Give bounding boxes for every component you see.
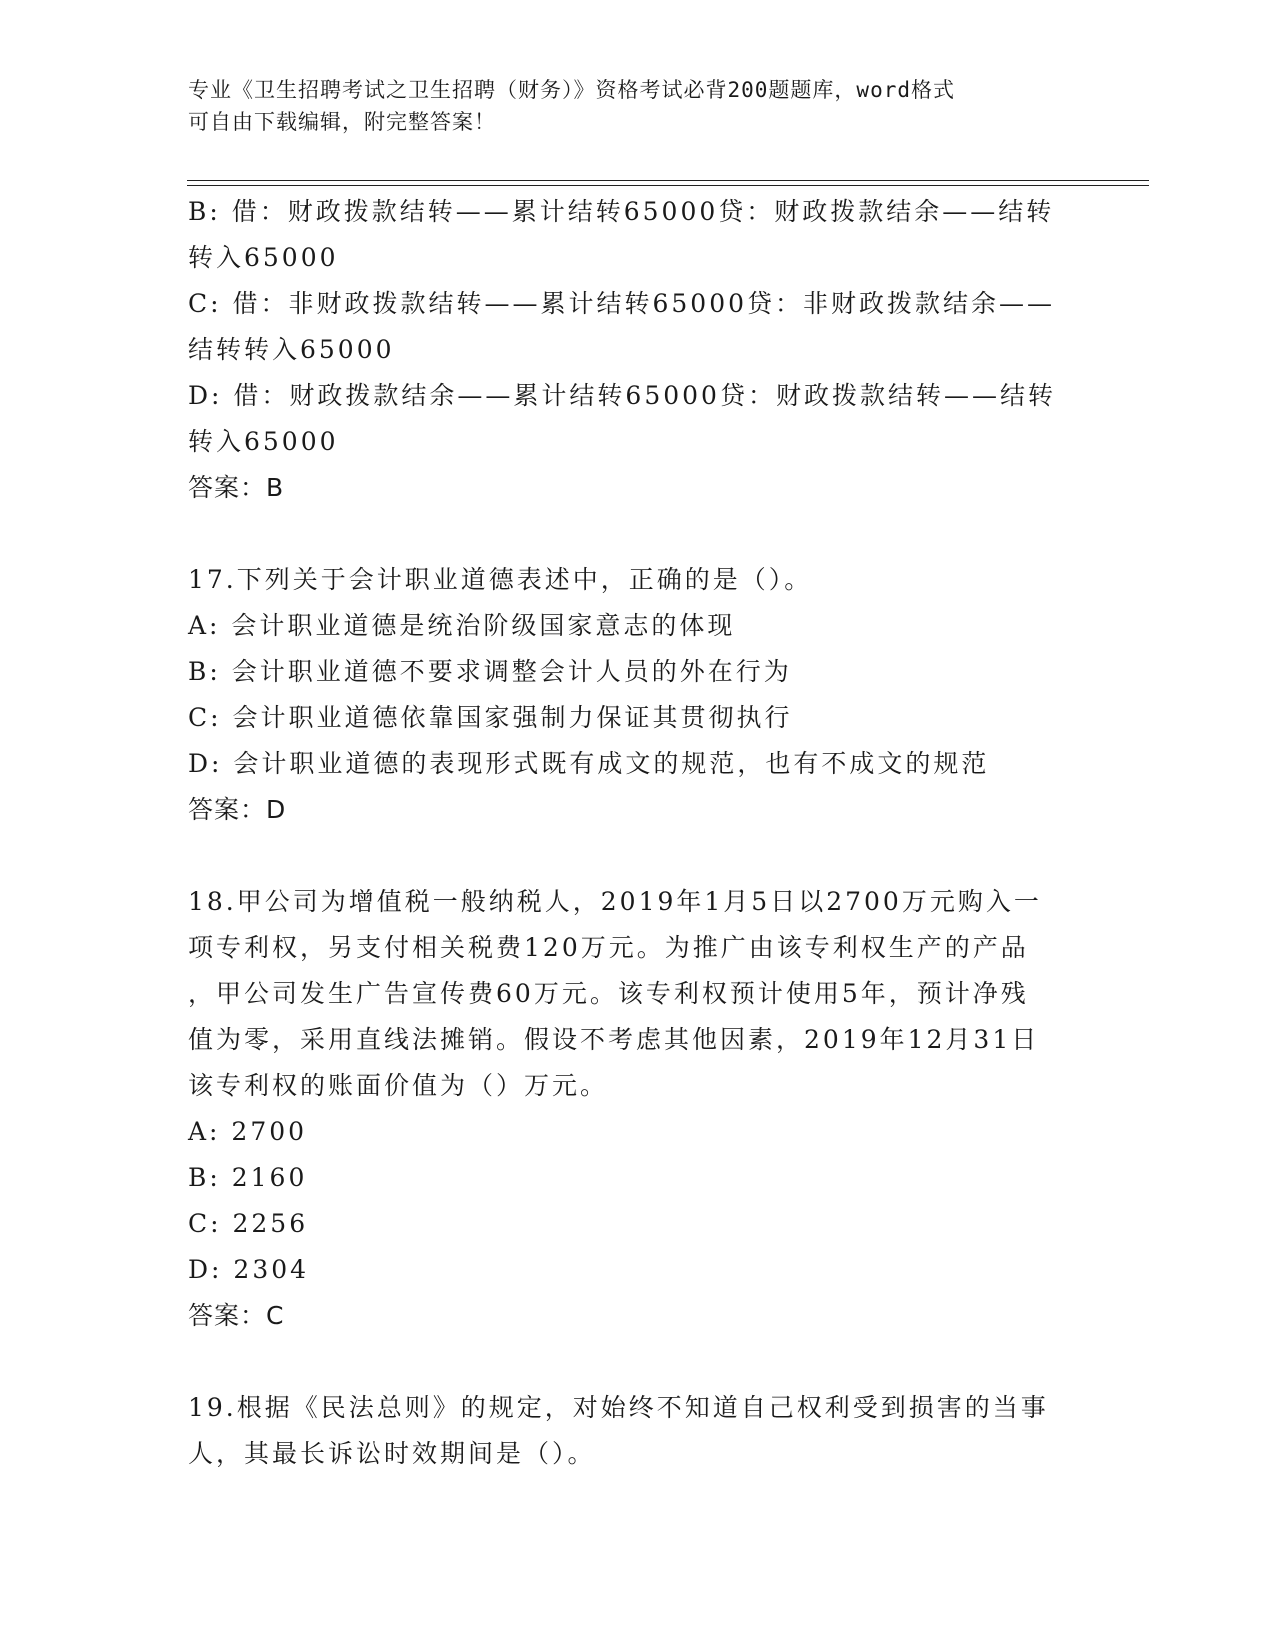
document-body [188, 189, 1078, 1477]
q19-stem-line-1: 19.根据《民法总则》的规定，对始终不知道自己权利受到损害的当事 [188, 1393, 1049, 1422]
header-line-1: 专业《卫生招聘考试之卫生招聘（财务）》资格考试必背200题题库，word格式 [188, 78, 955, 102]
spacer [188, 1339, 1078, 1385]
q18-stem-line-1: 18.甲公司为增值税一般纳税人，2019年1月5日以2700万元购入一 [188, 887, 1042, 916]
q17-option-c: C: 会计职业道德依靠国家强制力保证其贯彻执行 [188, 703, 793, 732]
q17-option-d: D: 会计职业道德的表现形式既有成文的规范，也有不成文的规范 [188, 749, 990, 778]
q17-answer: 答案：D [188, 795, 287, 824]
q16-option-d-line-2: 转入65000 [188, 427, 339, 456]
q18-option-c: C: 2256 [188, 1209, 309, 1238]
q18-stem-line-5: 该专利权的账面价值为（）万元。 [188, 1071, 609, 1100]
q17-option-a: A: 会计职业道德是统治阶级国家意志的体现 [188, 611, 736, 640]
question-16-block [188, 189, 1078, 511]
q18-stem-line-4: 值为零，采用直线法摊销。假设不考虑其他因素，2019年12月31日 [188, 1025, 1040, 1054]
q16-answer: 答案：B [188, 473, 285, 502]
document-header [188, 74, 1068, 138]
question-18-block [188, 879, 1078, 1339]
q16-option-c-line-2: 结转转入65000 [188, 335, 395, 364]
q18-option-b: B: 2160 [188, 1163, 308, 1192]
q17-stem: 17.下列关于会计职业道德表述中，正确的是（）。 [188, 565, 813, 594]
question-19-block [188, 1385, 1078, 1477]
header-rule-bottom [187, 185, 1149, 186]
spacer [188, 511, 1078, 557]
q18-stem-line-2: 项专利权，另支付相关税费120万元。为推广由该专利权生产的产品 [188, 933, 1029, 962]
q18-answer: 答案：C [188, 1301, 285, 1330]
q16-option-d-line-1: D: 借：财政拨款结余——累计结转65000贷：财政拨款结转——结转 [188, 381, 1056, 410]
header-rule-top [187, 180, 1149, 181]
question-17-block [188, 557, 1078, 833]
q17-option-b: B: 会计职业道德不要求调整会计人员的外在行为 [188, 657, 792, 686]
q19-stem-line-2: 人，其最长诉讼时效期间是（）。 [188, 1439, 596, 1468]
spacer [188, 833, 1078, 879]
q18-stem-line-3: ，甲公司发生广告宣传费60万元。该专利权预计使用5年，预计净残 [188, 979, 1029, 1008]
q16-option-b-line-1: B: 借：财政拨款结转——累计结转65000贷：财政拨款结余——结转 [188, 197, 1055, 226]
q16-option-c-line-1: C: 借：非财政拨款结转——累计结转65000贷：非财政拨款结余—— [188, 289, 1056, 318]
q18-option-d: D: 2304 [188, 1255, 310, 1284]
q18-option-a: A: 2700 [188, 1117, 308, 1146]
header-line-2: 可自由下载编辑，附完整答案！ [188, 110, 496, 134]
q16-option-b-line-2: 转入65000 [188, 243, 339, 272]
